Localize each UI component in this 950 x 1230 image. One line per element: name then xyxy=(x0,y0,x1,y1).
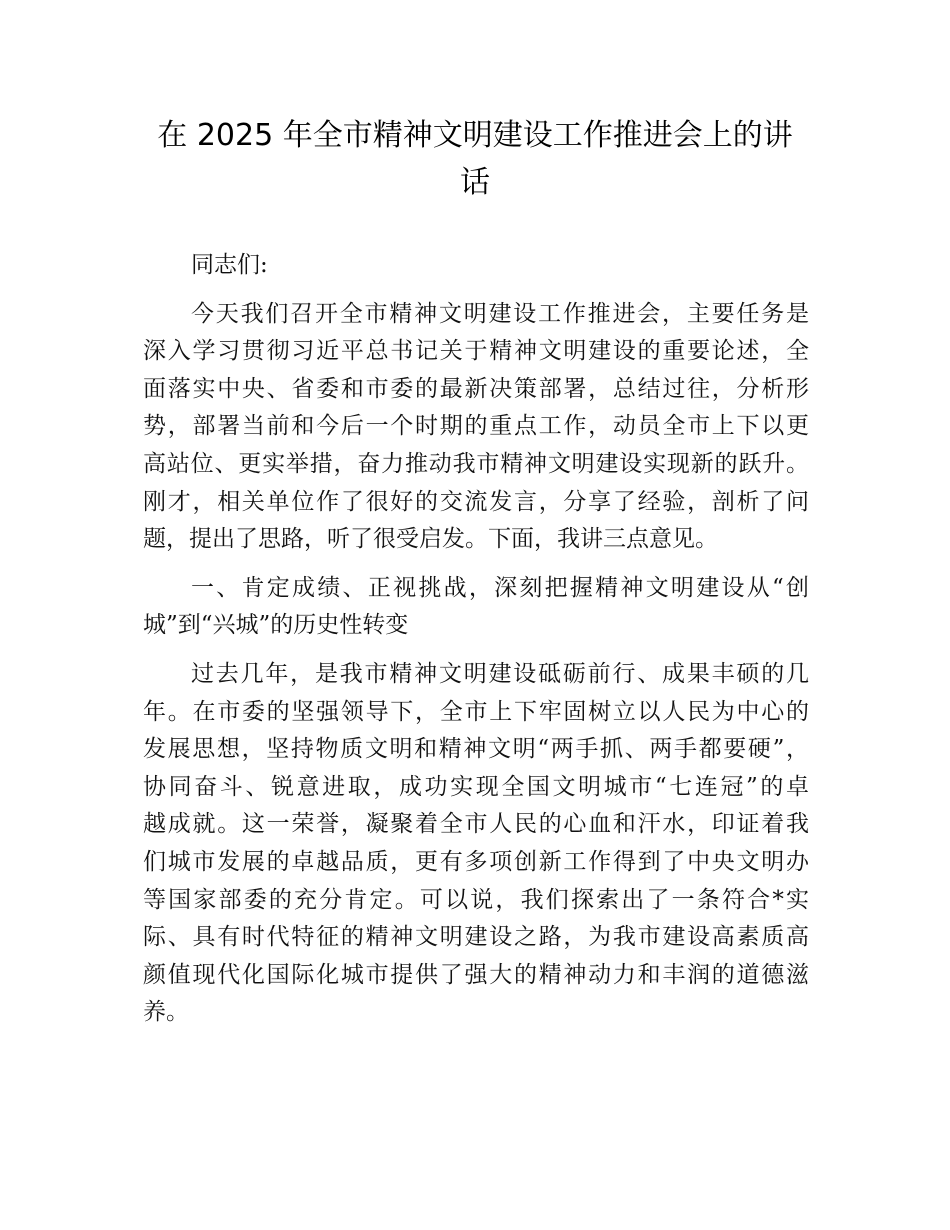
paragraph-line: 过去几年，是我市精神文明建设砥砺前行、成果丰硕的几 xyxy=(191,660,809,687)
paragraph-line: 刚才，相关单位作了很好的交流发言，分享了经验，剖析了问 xyxy=(143,488,809,515)
heading-line: 一、肯定成绩、正视挑战，深刻把握精神文明建设从“创 xyxy=(191,574,809,601)
document-body xyxy=(143,247,809,1032)
section-heading xyxy=(143,570,809,645)
paragraph-line: 等国家部委的充分肯定。可以说，我们探索出了一条符合*实 xyxy=(143,886,809,913)
paragraph-achievements xyxy=(143,656,809,1032)
paragraph-line: 养。 xyxy=(143,999,189,1026)
salutation-line: 同志们: xyxy=(191,252,268,278)
paragraph-line: 年。在市委的坚强领导下，全市上下牢固树立以人民为中心的 xyxy=(143,698,809,725)
paragraph-line: 们城市发展的卓越品质，更有多项创新工作得到了中央文明办 xyxy=(143,848,809,875)
title-line: 在 2025 年全市精神文明建设工作推进会上的讲 xyxy=(157,118,793,153)
paragraph-intro xyxy=(143,296,809,559)
paragraph-line: 深入学习贯彻习近平总书记关于精神文明建设的重要论述，全 xyxy=(143,338,809,365)
paragraph-line: 协同奋斗、锐意进取，成功实现全国文明城市“七连冠”的卓 xyxy=(143,773,809,800)
paragraph-line: 高站位、更实举措，奋力推动我市精神文明建设实现新的跃升。 xyxy=(143,450,809,477)
paragraph-line: 际、具有时代特征的精神文明建设之路，为我市建设高素质高 xyxy=(143,924,809,951)
paragraph-line: 发展思想，坚持物质文明和精神文明“两手抓、两手都要硬”， xyxy=(143,736,809,763)
paragraph-line: 题，提出了思路，听了很受启发。下面，我讲三点意见。 xyxy=(143,526,718,553)
heading-line: 城”到“兴城”的历史性转变 xyxy=(143,612,409,639)
paragraph-line: 颜值现代化国际化城市提供了强大的精神动力和丰润的道德滋 xyxy=(143,961,809,988)
paragraph-line: 越成就。这一荣誉，凝聚着全市人民的心血和汗水，印证着我 xyxy=(143,811,809,838)
paragraph-line: 势，部署当前和今后一个时期的重点工作，动员全市上下以更 xyxy=(143,413,809,440)
title-line: 话 xyxy=(460,165,490,200)
salutation xyxy=(143,247,809,285)
paragraph-line: 今天我们召开全市精神文明建设工作推进会，主要任务是 xyxy=(191,300,809,327)
paragraph-line: 面落实中央、省委和市委的最新决策部署，总结过往，分析形 xyxy=(143,375,809,402)
document-title xyxy=(130,112,820,206)
